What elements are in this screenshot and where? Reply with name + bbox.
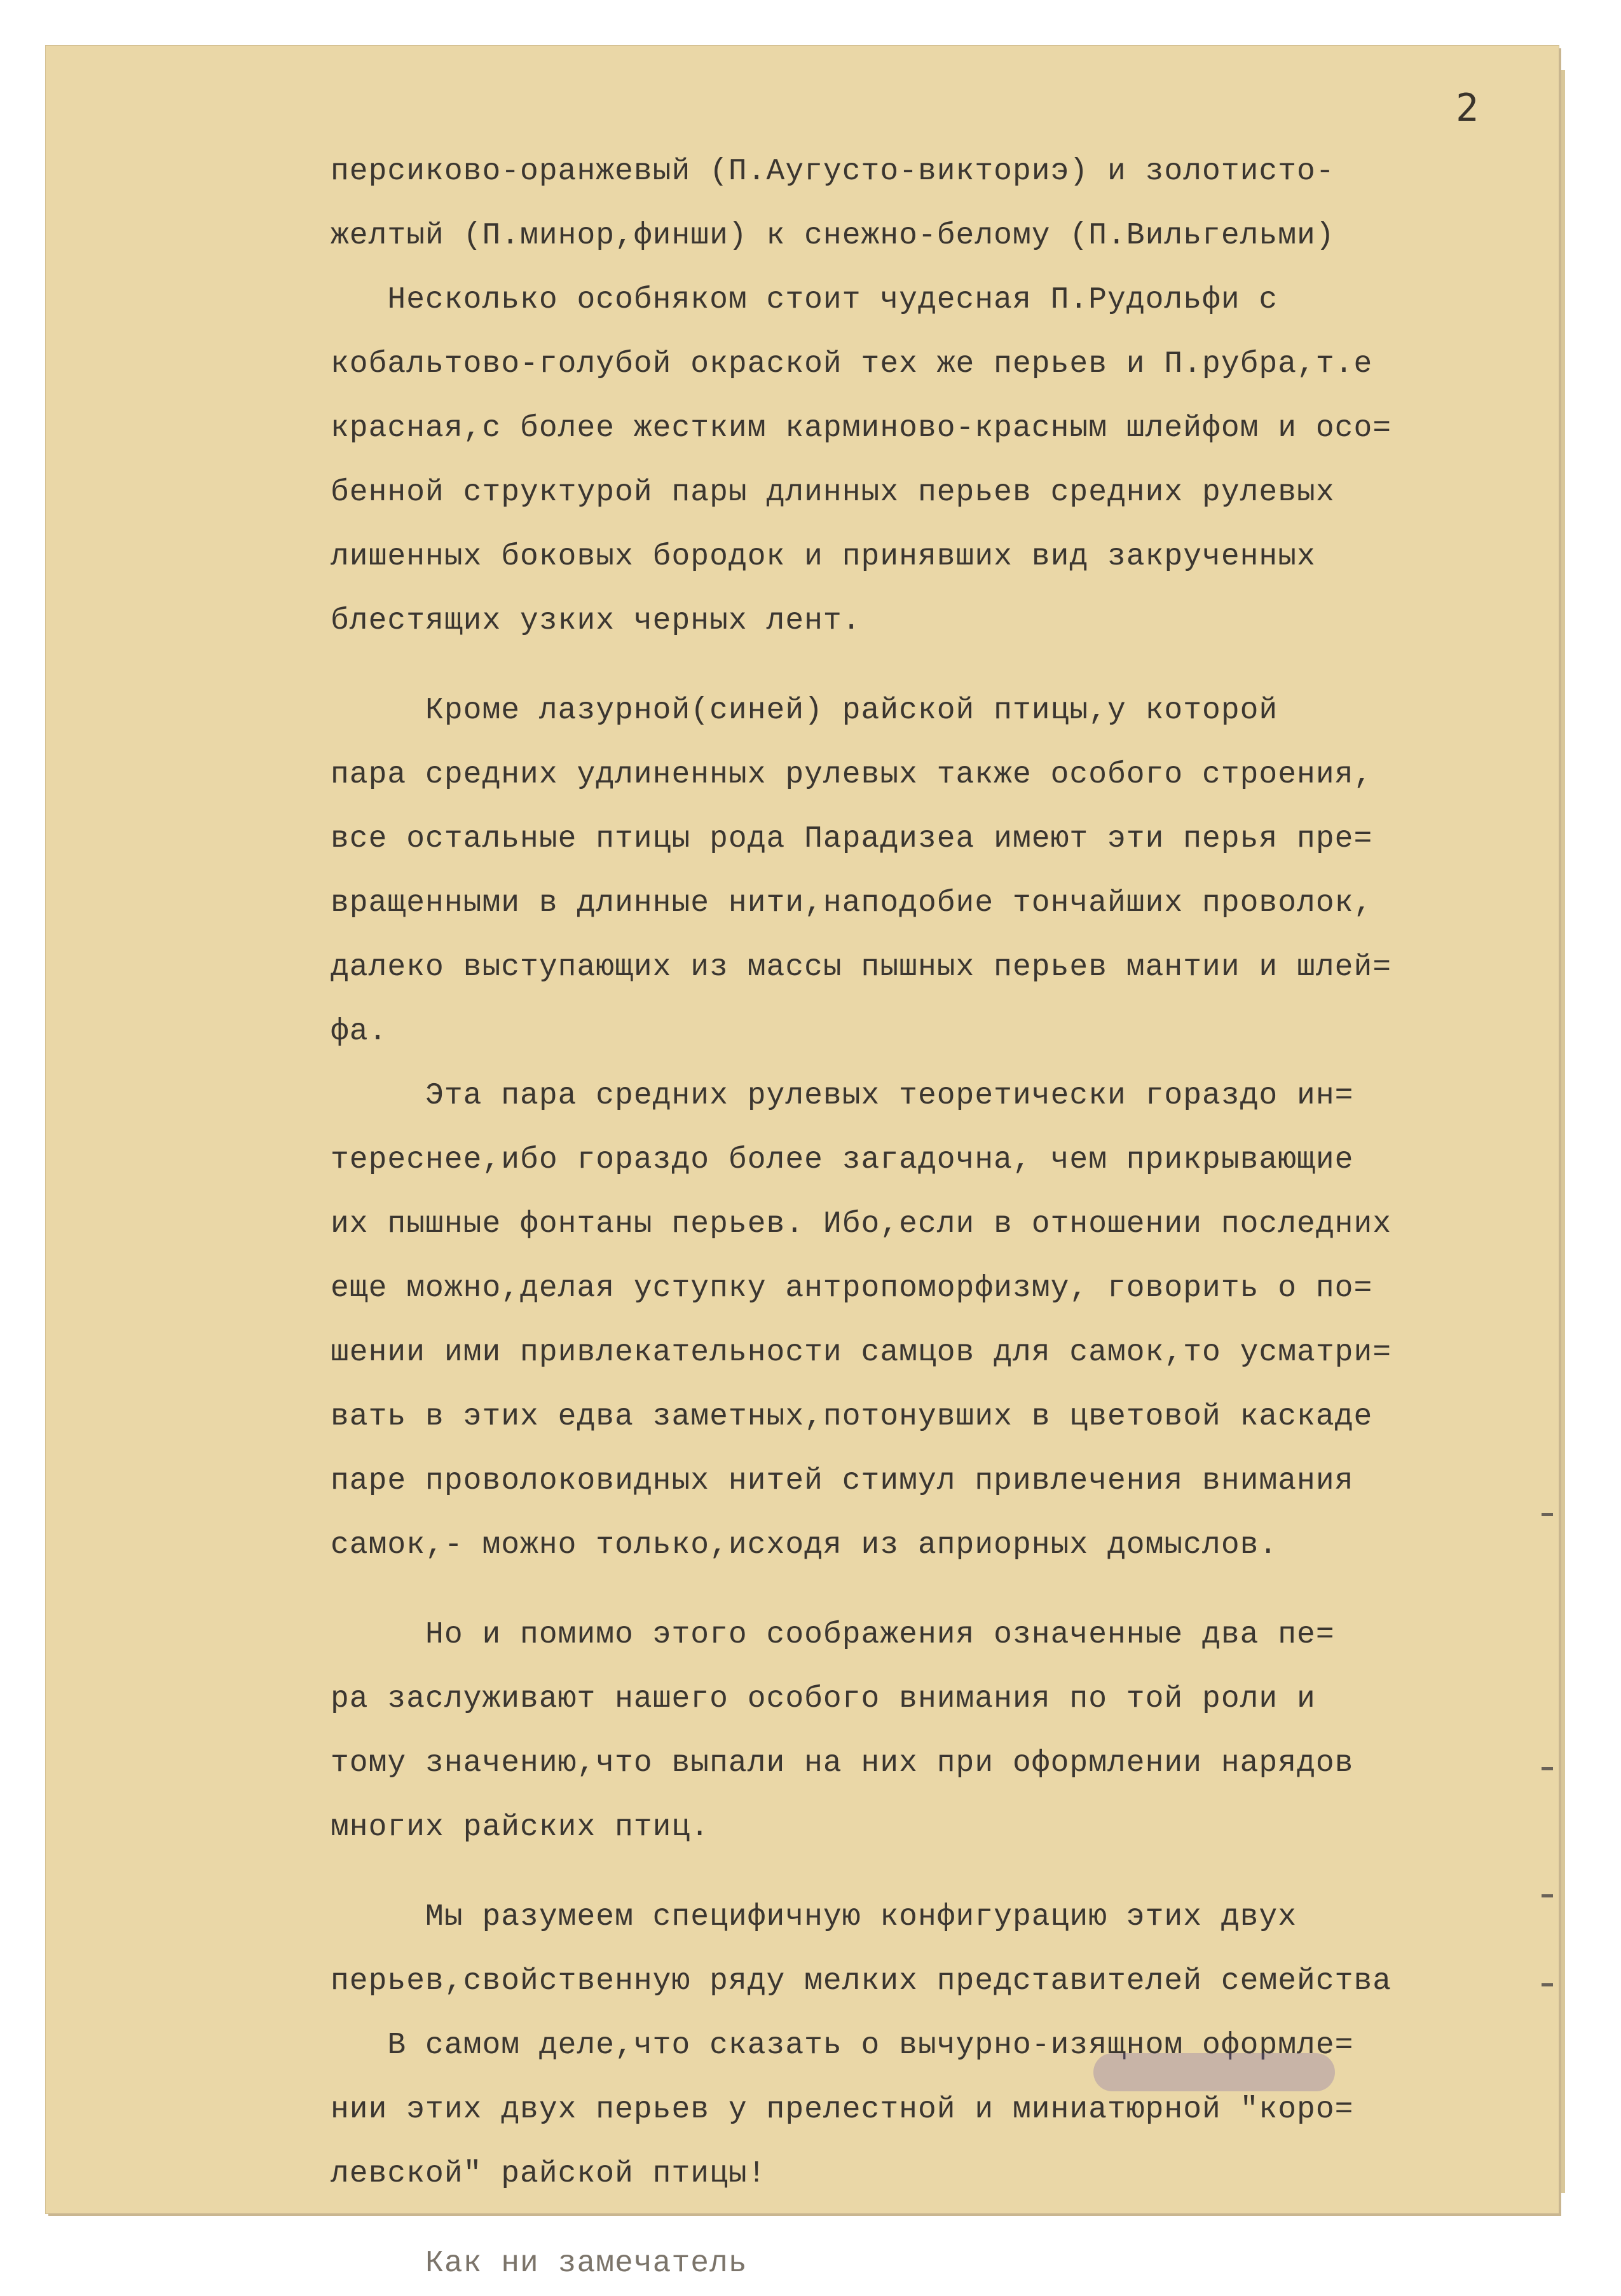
text-line: Как ни замечатель <box>331 2246 748 2281</box>
text-line: паре проволоковидных нитей стимул привлечения внимания <box>331 1464 1354 1498</box>
text-line: далеко выступающих из массы пышных перьев мантии и шлей= <box>331 950 1392 985</box>
underlying-sheet-edge <box>1559 70 1565 2193</box>
text-line: шении ими привлекательности самцов для самок,то усматри= <box>331 1336 1392 1370</box>
ink-stamp-smudge <box>1093 2053 1335 2091</box>
text-line: еще можно,делая уступку антропоморфизму, говорить о по= <box>331 1271 1373 1306</box>
typewritten-text-block <box>331 140 1551 2296</box>
text-line: желтый (П.минор,финши) к снежно-белому (П.Вильгельми) <box>331 219 1335 253</box>
text-line: левской" райской птицы! <box>331 2157 767 2191</box>
text-line: самок,- можно только,исходя из априорных домыслов. <box>331 1528 1278 1562</box>
text-line: пара средних удлиненных рулевых также особого строения, <box>331 758 1373 792</box>
text-line: тереснее,ибо гораздо более загадочна, чем прикрывающие <box>331 1143 1354 1177</box>
text-line: блестящих узких черных лент. <box>331 604 861 638</box>
text-line: вращенными в длинные нити,наподобие тончайших проволок, <box>331 886 1373 920</box>
text-line: нии этих двух перьев у прелестной и миниатюрной "коро= <box>331 2093 1354 2127</box>
text-line: перьев,свойственную ряду мелких представителей семейства <box>331 1964 1392 1999</box>
text-line: Но и помимо этого соображения означенные два пе= <box>331 1618 1335 1652</box>
text-line: красная,с более жестким карминово-красным шлейфом и осо= <box>331 411 1392 446</box>
text-line: тому значению,что выпали на них при оформлении нарядов <box>331 1746 1354 1780</box>
margin-dash-marks <box>1542 1513 1554 1996</box>
text-line: персиково-оранжевый (П.Аугусто-викториэ) и золотисто- <box>331 154 1335 189</box>
text-line: Эта пара средних рулевых теоретически гораздо ин= <box>331 1079 1354 1113</box>
text-line: Несколько особняком стоит чудесная П.Рудольфи с <box>331 283 1278 317</box>
text-line: все остальные птицы рода Парадизеа имеют эти перья пре= <box>331 822 1373 856</box>
text-line: вать в этих едва заметных,потонувших в цветовой каскаде <box>331 1400 1373 1434</box>
text-line: лишенных боковых бородок и принявших вид закрученных <box>331 540 1316 574</box>
text-line: Мы разумеем специфичную конфигурацию этих двух <box>331 1900 1297 1934</box>
margin-dash <box>1542 1983 1553 1986</box>
text-line: ра заслуживают нашего особого внимания по той роли и <box>331 1682 1316 1716</box>
margin-dash <box>1542 1513 1553 1516</box>
page-number: 2 <box>1456 86 1479 130</box>
text-line: фа. <box>331 1015 388 1049</box>
text-line: многих райских птиц. <box>331 1810 710 1845</box>
text-line: бенной структурой пары длинных перьев средних рулевых <box>331 475 1335 510</box>
text-line: В самом деле,что сказать о вычурно-изящном оформле= <box>331 2028 1354 2063</box>
text-line: их пышные фонтаны перьев. Ибо,если в отношении последних <box>331 1207 1392 1241</box>
margin-dash <box>1542 1894 1553 1897</box>
margin-dash <box>1542 1767 1553 1770</box>
text-line: Кроме лазурной(синей) райской птицы,у которой <box>331 694 1278 728</box>
text-line: кобальтово-голубой окраской тех же перьев и П.рубра,т.е <box>331 347 1373 381</box>
